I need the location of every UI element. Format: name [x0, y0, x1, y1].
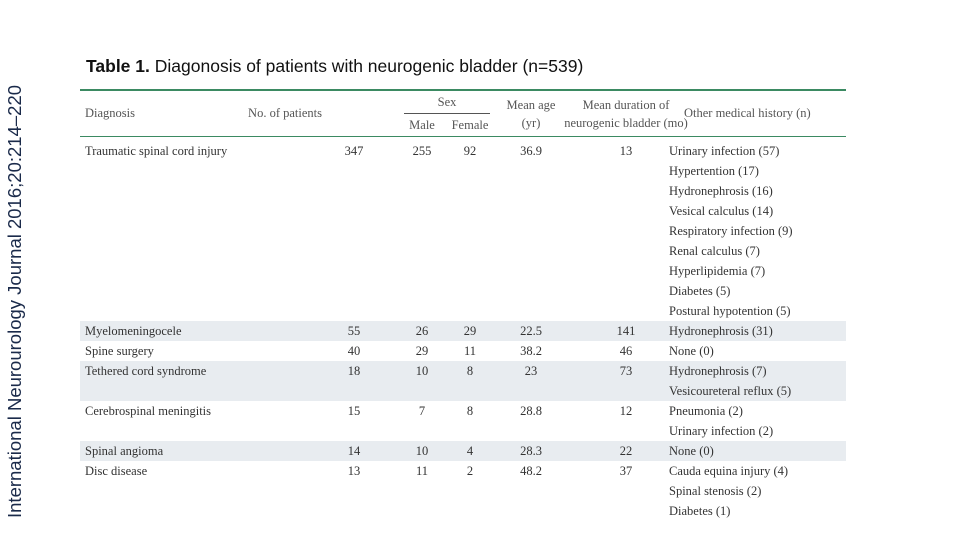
- table-row: [80, 341, 846, 361]
- cell-female: 4: [466, 444, 474, 458]
- header-female: Female: [451, 118, 489, 132]
- cell-history: None (0): [669, 344, 714, 358]
- cell-female: 29: [463, 324, 477, 338]
- cell-history: Hydronephrosis (16): [669, 184, 773, 198]
- sex-divider: [404, 113, 490, 114]
- header-duration: Mean duration of: [582, 98, 670, 112]
- cell-male: 29: [415, 344, 429, 358]
- cell-history: Vesicoureteral reflux (5): [669, 384, 792, 398]
- table-row: [80, 361, 846, 401]
- table-header: [80, 89, 846, 137]
- cell-duration: 46: [619, 344, 633, 358]
- cell-history: Diabetes (5): [669, 284, 731, 298]
- cell-male: 10: [415, 444, 429, 458]
- cell-history: Spinal stenosis (2): [669, 484, 762, 498]
- cell-history: None (0): [669, 444, 714, 458]
- header-diagnosis: Diagnosis: [85, 106, 135, 120]
- cell-female: 8: [466, 404, 474, 418]
- header-history: Other medical history (n): [684, 106, 811, 120]
- cell-duration: 141: [616, 324, 636, 338]
- cell-diagnosis: Spinal angioma: [85, 444, 164, 458]
- table-title-text: Diagonosis of patients with neurogenic bladder (n=539): [154, 56, 584, 76]
- cell-duration: 22: [619, 444, 633, 458]
- header-mean-age: Mean age: [506, 98, 556, 112]
- cell-mean-age: 22.5: [520, 324, 542, 338]
- table-row: [80, 141, 846, 321]
- cell-mean-age: 36.9: [520, 144, 542, 158]
- cell-history: Hydronephrosis (7): [669, 364, 767, 378]
- cell-male: 7: [418, 404, 426, 418]
- cell-patients: 14: [347, 444, 361, 458]
- cell-duration: 73: [619, 364, 633, 378]
- cell-duration: 13: [619, 144, 633, 158]
- header-duration-unit: neurogenic bladder (mo): [564, 116, 688, 130]
- cell-diagnosis: Spine surgery: [85, 344, 154, 358]
- cell-male: 26: [415, 324, 429, 338]
- cell-female: 8: [466, 364, 474, 378]
- cell-diagnosis: Myelomeningocele: [85, 324, 182, 338]
- cell-diagnosis: Cerebrospinal meningitis: [85, 404, 212, 418]
- cell-diagnosis: Disc disease: [85, 464, 148, 478]
- cell-history: Urinary infection (2): [669, 424, 774, 438]
- cell-patients: 15: [347, 404, 361, 418]
- table-title: [86, 56, 583, 77]
- cell-history: Postural hypotention (5): [669, 304, 791, 318]
- cell-female: 92: [463, 144, 477, 158]
- table-title-label: Table 1.: [86, 56, 150, 76]
- table-body: [80, 137, 846, 521]
- cell-diagnosis: Tethered cord syndrome: [85, 364, 207, 378]
- table-row: [80, 461, 846, 521]
- cell-history: Renal calculus (7): [669, 244, 760, 258]
- cell-history: Cauda equina injury (4): [669, 464, 789, 478]
- table-row: [80, 401, 846, 441]
- cell-mean-age: 28.3: [520, 444, 542, 458]
- cell-history: Hyperlipidemia (7): [669, 264, 766, 278]
- cell-mean-age: 23: [524, 364, 538, 378]
- cell-history: Respiratory infection (9): [669, 224, 793, 238]
- cell-patients: 347: [344, 144, 364, 158]
- cell-history: Diabetes (1): [669, 504, 731, 518]
- cell-duration: 37: [619, 464, 633, 478]
- cell-duration: 12: [619, 404, 633, 418]
- cell-patients: 40: [347, 344, 361, 358]
- cell-mean-age: 48.2: [520, 464, 542, 478]
- cell-patients: 18: [347, 364, 361, 378]
- cell-history: Pneumonia (2): [669, 404, 743, 418]
- journal-citation: International Neurourology Journal 2016;20:214–220: [4, 84, 25, 518]
- header-male: Male: [409, 118, 435, 132]
- journal-sidebar: [0, 0, 46, 540]
- header-mean-age-unit: (yr): [521, 116, 541, 130]
- cell-mean-age: 28.8: [520, 404, 542, 418]
- cell-mean-age: 38.2: [520, 344, 542, 358]
- cell-female: 2: [466, 464, 474, 478]
- cell-patients: 55: [347, 324, 361, 338]
- cell-male: 10: [415, 364, 429, 378]
- cell-history: Hydronephrosis (31): [669, 324, 773, 338]
- table-row: [80, 321, 846, 341]
- cell-male: 11: [415, 464, 429, 478]
- header-no-patients: No. of patients: [248, 106, 322, 120]
- header-sex: Sex: [437, 95, 457, 109]
- cell-history: Urinary infection (57): [669, 144, 780, 158]
- cell-male: 255: [412, 144, 432, 158]
- table-row: [80, 441, 846, 461]
- cell-patients: 13: [347, 464, 361, 478]
- cell-history: Hypertention (17): [669, 164, 759, 178]
- diagnosis-table: [80, 89, 846, 521]
- cell-female: 11: [463, 344, 477, 358]
- cell-history: Vesical calculus (14): [669, 204, 774, 218]
- cell-diagnosis: Traumatic spinal cord injury: [85, 144, 228, 158]
